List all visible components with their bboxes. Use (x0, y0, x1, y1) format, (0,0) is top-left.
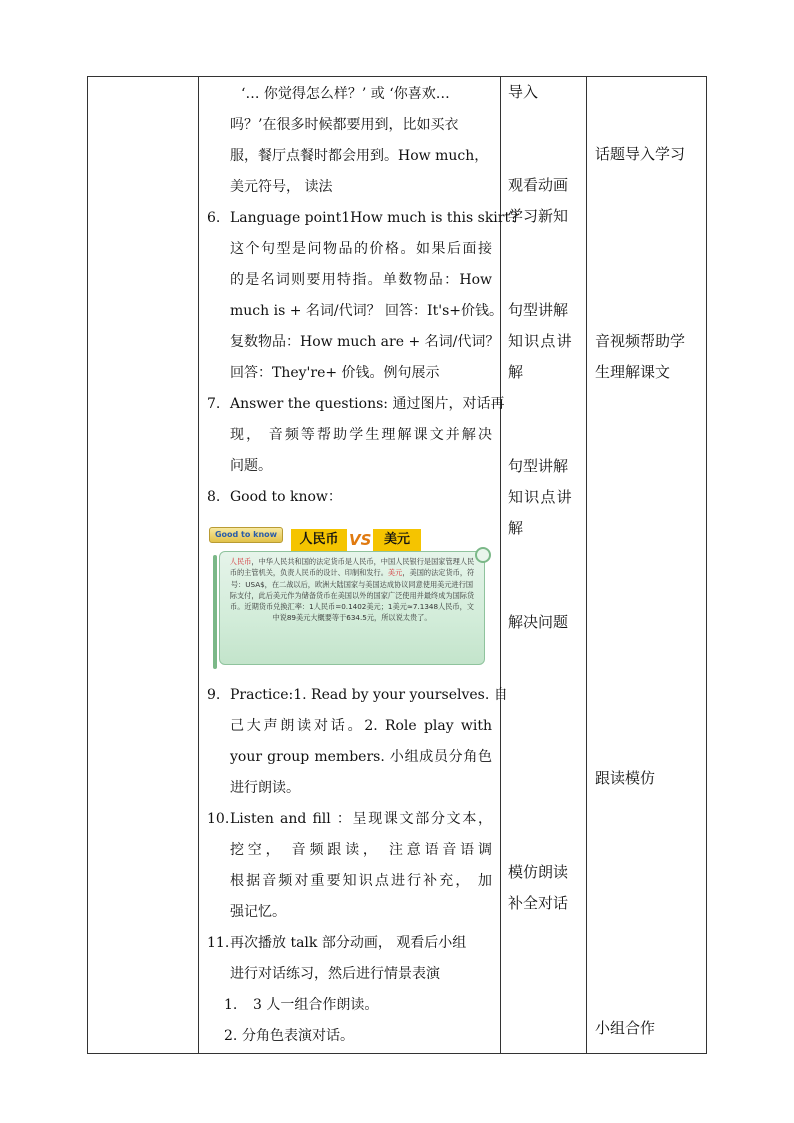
item-line: 根据音频对重要知识点进行补充， 加 (230, 873, 492, 889)
item-line: 挖空， 音频跟读， 注意语音语调 (230, 842, 492, 858)
item-line: much is + 名词/代词？ 回答：It's+价钱。 (230, 303, 503, 319)
teacher-note: 解 (508, 519, 524, 537)
teacher-note: 知识点讲 (508, 332, 573, 350)
item-number: 10. (207, 811, 230, 827)
intro-line: 服，餐厅点餐时都会用到。How much， (230, 148, 489, 164)
intro-line: ‘… 你觉得怎么样？’ 或 ‘你喜欢… (241, 86, 450, 102)
item-line: 的是名词则要用特指。单数物品：How (230, 272, 492, 288)
sub-item-number: 1. (224, 997, 238, 1013)
item-number: 9. (207, 687, 221, 703)
item-number: 8. (207, 489, 221, 505)
scroll-curl-decoration (475, 547, 491, 563)
item-line: 强记忆。 (230, 904, 286, 920)
teacher-note: 模仿朗读 (508, 863, 569, 881)
teacher-note: 补全对话 (508, 894, 569, 912)
rmb-description: ，中华人民共和国的法定货币是人民币，中国人民银行是国家管理人民币的主管机关，负责人民币的设计、印制和发行。 (229, 557, 475, 578)
teacher-note: 导入 (508, 83, 539, 101)
teacher-note: 学习新知 (508, 207, 569, 225)
vs-label: VS (349, 531, 372, 549)
item-line: Listen and fill ：呈现课文部分文本， (230, 811, 492, 827)
item-line: 问题。 (230, 458, 272, 474)
intent-note: 跟读模仿 (595, 769, 656, 787)
item-line: 现， 音频等帮助学生理解课文并解决 (230, 427, 492, 443)
teacher-column (501, 77, 586, 1053)
item-line: 回答：They're+ 价钱。例句展示 (230, 365, 440, 381)
item-line: Good to know： (230, 489, 342, 505)
teacher-note: 句型讲解 (508, 457, 569, 475)
item-line: 进行对话练习，然后进行情景表演 (230, 966, 440, 982)
teacher-note: 句型讲解 (508, 301, 569, 319)
currency-info-panel (219, 551, 485, 665)
lesson-table (87, 76, 707, 1054)
intro-line: 吗？’在很多时候都要用到，比如买衣 (230, 117, 459, 133)
rmb-word: 人民币 (229, 557, 252, 566)
intent-column (587, 77, 707, 1053)
intro-line: 美元符号， 读法 (230, 179, 333, 195)
teacher-note: 知识点讲 (508, 488, 573, 506)
usd-label: 美元 (373, 529, 421, 551)
item-number: 11. (207, 935, 230, 951)
rmb-label: 人民币 (291, 529, 347, 551)
item-line: Language point1How much is this skirt? (230, 210, 518, 226)
item-line: 这个句型是问物品的价格。如果后面接 (230, 241, 492, 257)
good-to-know-tag: Good to know (209, 527, 283, 543)
intent-note: 生理解课文 (595, 363, 671, 381)
sub-item-text: 3 人一组合作朗读。 (253, 997, 379, 1013)
item-line: 复数物品：How much are + 名词/代词？ (230, 334, 500, 350)
good-to-know-image (205, 527, 491, 675)
intent-note: 小组合作 (595, 1019, 656, 1037)
item-line: 己大声朗读对话。2. Role play with (230, 718, 492, 734)
item-line: 再次播放 talk 部分动画， 观看后小组 (230, 935, 467, 951)
process-column (199, 77, 518, 1053)
intent-note: 音视频帮助学 (595, 332, 686, 350)
item-line: your group members. 小组成员分角色 (230, 749, 492, 765)
teacher-note: 观看动画 (508, 176, 569, 194)
teacher-note: 解 (508, 363, 524, 381)
intent-note: 话题导入学习 (595, 145, 686, 163)
item-number: 7. (207, 396, 221, 412)
item-number: 6. (207, 210, 221, 226)
item-line: 进行朗读。 (230, 780, 300, 796)
usd-word: 美元 (387, 568, 403, 578)
teacher-note: 解决问题 (508, 613, 569, 631)
sub-item-text: 分角色表演对话。 (242, 1028, 354, 1044)
item-line: Answer the questions: 通过图片，对话再 (230, 396, 505, 412)
usd-description: ，美国的法定货币，符号：USA$，在二战以后，欧洲大陆国家与美国达成协议同意使用美元进行国际支付，此后美元作为储备货币在美国以外的国家广泛使用并最终成为国际货币。近期货币兑换汇率：1人民币=0.1402美元；1美元≈7.1348人民币，文中说89美元大概要等于634.5元，所以说太贵了。 (229, 568, 475, 623)
item-line: Practice:1. Read by your yourselves. 自 (230, 687, 508, 703)
scroll-bar-decoration (213, 555, 217, 669)
sub-item-number: 2. (224, 1028, 238, 1044)
